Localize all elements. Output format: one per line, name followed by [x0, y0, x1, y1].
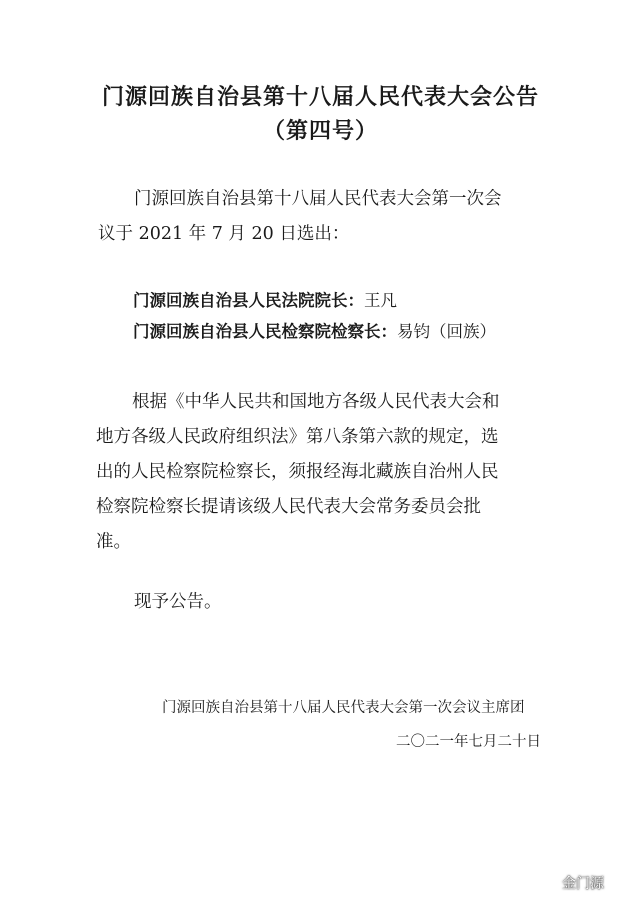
- signature-issuer: 门源回族自治县第十八届人民代表大会第一次会议主席团: [162, 700, 525, 716]
- elected-name: 王凡: [364, 291, 397, 310]
- basis-line-2: 地方各级人民政府组织法》第八条第六款的规定，选: [96, 427, 499, 447]
- legal-basis-paragraph: [96, 385, 500, 560]
- basis-line-3: 出的人民检察院检察长，须报经海北藏族自治州人民: [96, 462, 499, 482]
- document-title: 门源回族自治县第十八届人民代表大会公告: [101, 84, 539, 110]
- watermark-text: 金门源: [562, 876, 604, 892]
- basis-line-4: 检察院检察长提请该级人民代表大会常务委员会批: [96, 497, 481, 517]
- elected-court-president: [133, 287, 397, 311]
- announcement-text: 现予公告。: [134, 592, 222, 612]
- document-number: （第四号）: [262, 118, 378, 144]
- elected-name: 易钧（回族）: [397, 322, 496, 341]
- source-watermark: [538, 873, 604, 893]
- intro-line-1: 门源回族自治县第十八届人民代表大会第一次会: [134, 189, 502, 209]
- elected-role: 门源回族自治县人民法院院长：: [133, 291, 364, 310]
- wechat-icon: [538, 874, 558, 892]
- basis-line-5: 准。: [96, 532, 131, 552]
- basis-line-1: 根据《中华人民共和国地方各级人民代表大会和: [132, 392, 500, 412]
- signature-date: 二〇二一年七月二十日: [396, 734, 541, 750]
- elected-chief-procurator: [133, 318, 496, 342]
- intro-line-2: 议于 2021 年 7 月 20 日选出：: [98, 224, 350, 244]
- intro-paragraph: [98, 182, 502, 252]
- elected-role: 门源回族自治县人民检察院检察长：: [133, 322, 397, 341]
